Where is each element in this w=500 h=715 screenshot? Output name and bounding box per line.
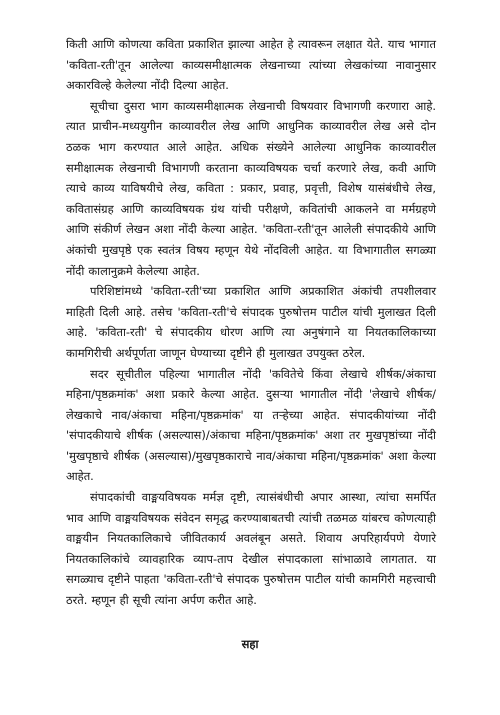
paragraph-5: संपादकांची वाङ्मयविषयक मर्मज्ञ दृष्टी, त्यासंबंधीची अपार आस्था, त्यांचा समर्पित भाव आणि वाङ्मयविषयक संवेदन समृद्ध करण्याबाबतची त्यांची तळमळ यांबरच कोणत्याही वाङ्मयीन नियतकालिकाचे जीवितकार्य अवलंबून असते. शिवाय अपरिहार्यपणे येणारे नियतकालिकांचे व्यावहारिक व्याप-ताप देखील संपादकाला सांभाळावे लागतात. या सगळ्याच दृष्टीने पाहता 'कविता-रती'चे संपादक पुरुषोत्तम पाटील यांची कामगिरी महत्त्वाची ठरते. म्हणून ही सूची त्यांना अर्पण करीत आहे.	[66, 490, 436, 608]
page-number: सहा	[241, 637, 259, 651]
paragraph-2: सूचीचा दुसरा भाग काव्यसमीक्षात्मक लेखनाची विषयवार विभागणी करणारा आहे. त्यात प्राचीन-मध्ययुगीन काव्यावरील लेख आणि आधुनिक काव्यावरील लेख असे दोन ठळक भाग करण्यात आले आहेत. अधिक संख्येने आलेल्या आधुनिक काव्यावरील समीक्षात्मक लेखनाची विभागणी करताना काव्यविषयक चर्चा करणारे लेख, कवी आणि त्याचे काव्य याविषयीचे लेख, कविता : प्रकार, प्रवाह, प्रवृत्ती, विशेष यासंबंधीचे लेख, कवितासंग्रह आणि काव्यविषयक ग्रंथ यांची परीक्षणे, कवितांची आकलने वा मर्मग्रहणे आणि संकीर्ण लेखन अशा नोंदी केल्या आहेत. 'कविता-रती'तून आलेली संपादकीये आणि अंकांची मुखपृष्ठे एक स्वतंत्र विषय म्हणून येथे नोंदविली आहेत. या विभागातील सगळ्या नोंदी कालानुक्रमे केलेल्या आहेत.	[66, 98, 436, 278]
body-text	[66, 34, 436, 611]
paragraph-3: परिशिष्टांमध्ये 'कविता-रती'च्या प्रकाशित आणि अप्रकाशित अंकांची तपशीलवार माहिती दिली आहे. तसेच 'कविता-रती'चे संपादक पुरुषोत्तम पाटील यांची मुलाखत दिली आहे. 'कविता-रती' चे संपादकीय धोरण आणि त्या अनुषंगाने या नियतकालिकाच्या कामगिरीची अर्थपूर्णता जाणून घेण्याच्या दृष्टीने ही मुलाखत उपयुक्त ठरेल.	[66, 284, 436, 360]
paragraph-4: सदर सूचीतील पहिल्या भागातील नोंदी 'कवितेचे किंवा लेखाचे शीर्षक/अंकाचा महिना/पृष्ठक्रमांक' अशा प्रकारे केल्या आहेत. दुसऱ्या भागातील नोंदी 'लेखाचे शीर्षक/लेखकाचे नाव/अंकाचा महिना/पृष्ठक्रमांक' या तऱ्हेच्या आहेत. संपादकीयांच्या नोंदी 'संपादकीयाचे शीर्षक (असल्यास)/अंकाचा महिना/पृष्ठक्रमांक' अशा तर मुखपृष्ठांच्या नोंदी 'मुखपृष्ठाचे शीर्षक (असल्यास)/मुखपृष्ठकाराचे नाव/अंकाचा महिना/पृष्ठक्रमांक' अशा केल्या आहेत.	[66, 366, 436, 484]
paragraph-1: किती आणि कोणत्या कविता प्रकाशित झाल्या आहेत हे त्यावरून लक्षात येते. याच भागात 'कविता-रती'तून आलेल्या काव्यसमीक्षात्मक लेखनाच्या त्यांच्या लेखकांच्या नावानुसार अकारविल्हे केलेल्या नोंदी दिल्या आहेत.	[66, 37, 436, 93]
